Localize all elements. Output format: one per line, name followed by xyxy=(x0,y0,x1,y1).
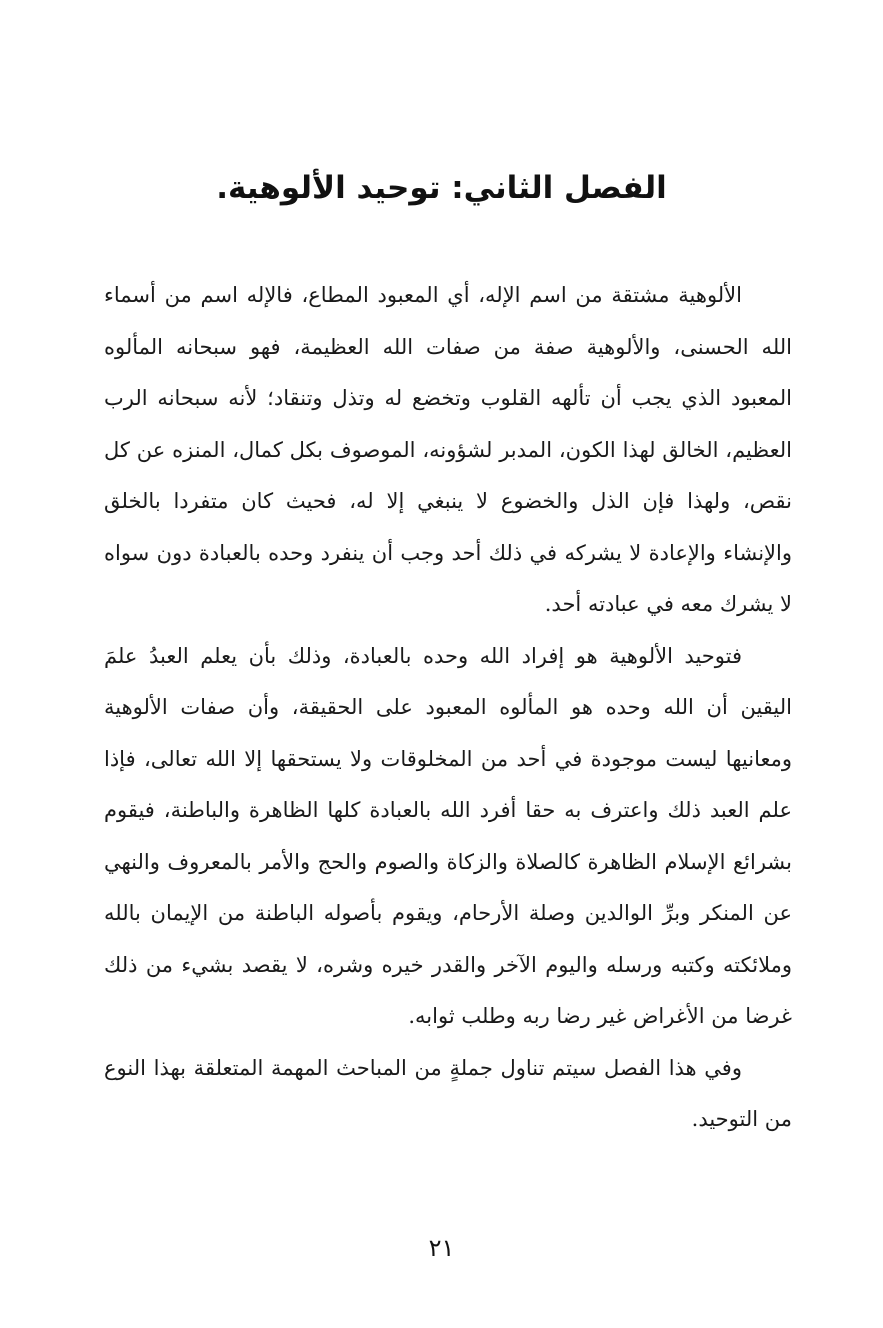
body-text xyxy=(104,270,792,1146)
paragraph-3: وفي هذا الفصل سيتم تناول جملةٍ من المباحث المهمة المتعلقة بهذا النوع من التوحيد. xyxy=(104,1055,792,1131)
chapter-title: الفصل الثاني: توحيد الألوهية. xyxy=(216,170,667,206)
paragraph-1: الألوهية مشتقة من اسم الإله، أي المعبود المطاع، فالإله اسم من أسماء الله الحسنى، والألوهية صفة من صفات الله العظيمة، فهو سبحانه المألوه المعبود الذي يجب أن تألهه القلوب وتخضع له وتذل وتنقاد؛ لأنه سبحانه الرب العظيم، الخالق لهذا الكون، المدبر لشؤونه، الموصوف بكل كمال، المنزه عن كل نقص، ولهذا فإن الذل والخضوع لا ينبغي إلا له، فحيث كان متفردا بالخلق والإنشاء والإعادة لا يشركه في ذلك أحد وجب أن ينفرد وحده بالعبادة دون سواه لا يشرك معه في عبادته أحد. xyxy=(104,283,792,616)
page-number: ٢١ xyxy=(428,1234,455,1262)
paragraph-2: فتوحيد الألوهية هو إفراد الله وحده بالعبادة، وذلك بأن يعلم العبدُ علمَ اليقين أن الله وحده هو المألوه المعبود على الحقيقة، وأن صفات الألوهية ومعانيها ليست موجودة في أحد من المخلوقات ولا يستحقها إلا الله تعالى، فإذا علم العبد ذلك واعترف به حقا أفرد الله بالعبادة كلها الظاهرة والباطنة، فيقوم بشرائع الإسلام الظاهرة كالصلاة والزكاة والصوم والحج والأمر بالمعروف والنهي عن المنكر وبرِّ الوالدين وصلة الأرحام، ويقوم بأصوله الباطنة من الإيمان بالله وملائكته وكتبه ورسله واليوم الآخر والقدر خيره وشره، لا يقصد بشيء من ذلك غرضا من الأغراض غير رضا ربه وطلب ثوابه. xyxy=(104,643,792,1028)
